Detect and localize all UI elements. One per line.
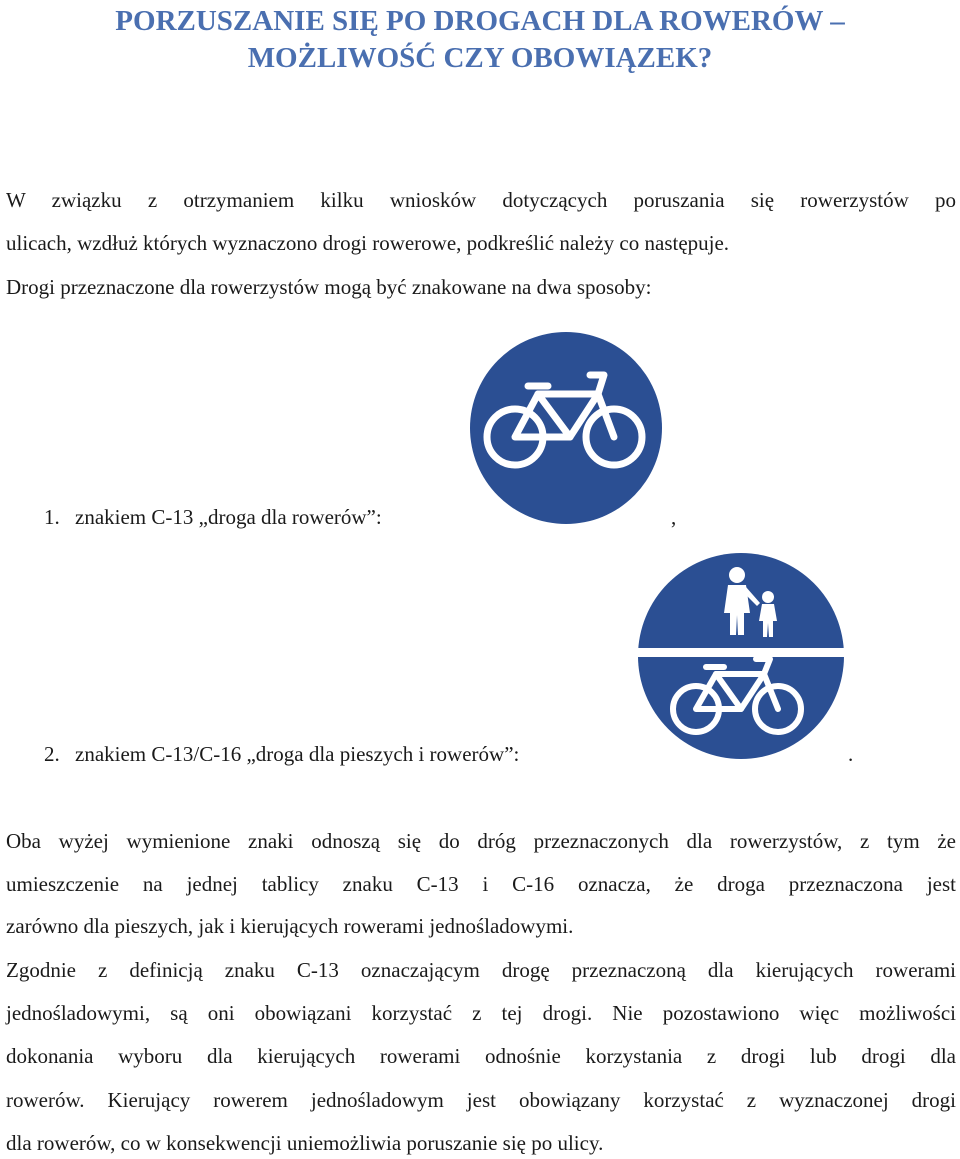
sign-c13-c16-pedestrian-bicycle-icon <box>636 551 846 761</box>
para2-line-3: dokonania wyboru dla kierujących rowerami odnośnie korzystania z drogi lub drogi dla <box>6 1044 956 1068</box>
list-item-2 <box>44 741 519 767</box>
para1-line-2: umieszczenie na jednej tablicy znaku C-13 i C-16 oznacza, że droga przeznaczona jest <box>6 872 956 896</box>
para1-line-1: Oba wyżej wymienione znaki odnoszą się do dróg przeznaczonych dla rowerzystów, z tym że <box>6 829 956 853</box>
list-text: znakiem C-13 „droga dla rowerów”: <box>75 505 382 529</box>
list-text: znakiem C-13/C-16 „droga dla pieszych i rowerów”: <box>75 742 520 766</box>
page-title-line-1: PORZUSZANIE SIĘ PO DROGACH DLA ROWERÓW – <box>115 5 845 37</box>
list-item-1 <box>44 504 382 530</box>
para2-line-4: rowerów. Kierujący rowerem jednośladowym jest obowiązany korzystać z wyznaczonej drogi <box>6 1088 956 1112</box>
page-title-line-2: MOŻLIWOŚĆ CZY OBOWIĄZEK? <box>247 42 713 74</box>
list-number: 2. <box>44 742 60 766</box>
para2-line-2: jednośladowymi, są oni obowiązani korzystać z tej drogi. Nie pozostawiono więc możliwości <box>6 1001 956 1025</box>
para2-line-5: dla rowerów, co w konsekwencji uniemożliwia poruszanie się po ulicy. <box>6 1131 604 1155</box>
sign-c13-bicycle-icon <box>468 330 664 526</box>
intro-line-1: W związku z otrzymaniem kilku wniosków dotyczących poruszania się rowerzystów po <box>6 188 956 212</box>
list-number: 1. <box>44 505 60 529</box>
list-item-2-suffix: . <box>848 742 854 766</box>
para2-line-1: Zgodnie z definicją znaku C-13 oznaczającym drogę przeznaczoną dla kierujących rowerami <box>6 958 956 982</box>
intro-line-2: ulicach, wzdłuż których wyznaczono drogi rowerowe, podkreślić należy co następuje. <box>6 231 730 255</box>
intro-line-3: Drogi przeznaczone dla rowerzystów mogą być znakowane na dwa sposoby: <box>6 275 652 299</box>
para1-line-3: zarówno dla pieszych, jak i kierujących rowerami jednośladowymi. <box>6 914 574 938</box>
list-item-1-suffix: , <box>671 505 677 529</box>
